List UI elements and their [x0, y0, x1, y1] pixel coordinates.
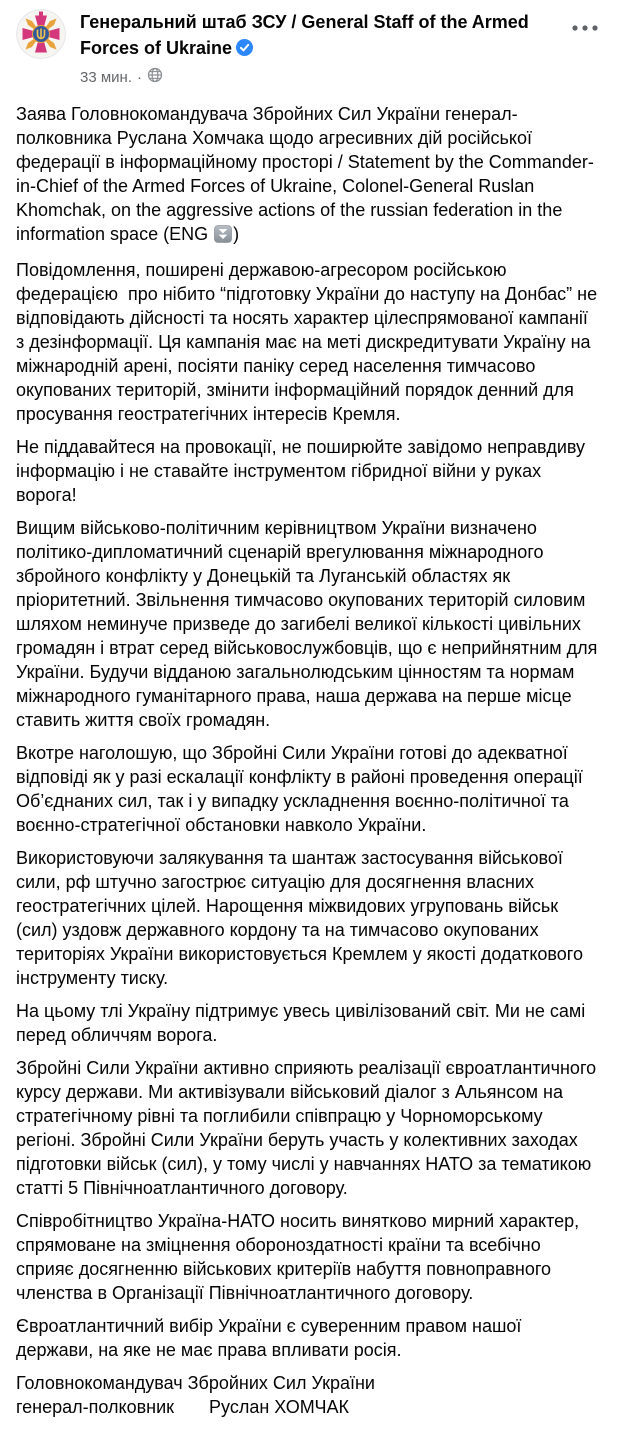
- page-name-label: Генеральний штаб ЗСУ / General Staff of the Armed Forces of Ukraine: [80, 12, 529, 58]
- post-paragraph-1: [16, 102, 601, 249]
- post-paragraph-6: Використовуючи залякування та шантаж застосування військової сили, рф штучно загострює ситуацію для досягнення власних геостратегічних цілей. Нарощення міжвидових угруповань військ (сил) уздовж державного кордону та на тимчасово окупованих територіях України використовується Кремлем у якості додаткового інструменту тиску.: [16, 848, 588, 988]
- globe-audience-icon: [147, 67, 163, 89]
- page-name-link[interactable]: [80, 9, 558, 63]
- post-paragraph-8: Збройні Сили України активно сприяють реалізації євроатлантичного курсу держави. Ми активізували військовий діалог з Альянсом на стратегічному рівні та поглибили співпрацю у Чорноморському регіоні. Збройні Сили України беруть участь у колективних заходах підготовки військ (сил), у тому числі у навчаннях НАТО за тематикою статті 5 Північноатлантичного договору.: [16, 1058, 602, 1198]
- post-paragraph-7: На цьому тлі Україну підтримує увесь цивілізований світ. Ми не самі перед обличчям ворога.: [16, 1001, 591, 1045]
- paragraph-1-text: Заява Головнокомандувача Збройних Сил України генерал-полковника Руслана Хомчака щодо агресивних дій російської федерації в інформаційному просторі / Statement by the Commander-in-Chief of the Armed Forces of Ukraine, Colonel-General Ruslan Khomchak, on the aggressive actions of the russian federation in the information space (ENG: [16, 104, 594, 244]
- post-paragraph-2: Повідомлення, поширені державою-агресором російською федерацією про нібито “підготовку України до наступу на Донбас” не відповідають дійсності та носять характер цілеспрямованої кампанії з дезінформації. Ця кампанія має на меті дискредитувати Україну на міжнародній арені, посіяти паніку серед населення тимчасово окупованих територій, змінити інформаційний порядок денний для просування геостратегічних інтересів Кремля.: [16, 260, 603, 424]
- post-meta: [80, 66, 558, 89]
- page-avatar-general-staff-emblem-icon[interactable]: [16, 9, 66, 59]
- post-paragraph-3: Не піддавайтеся на провокації, не поширюйте завідомо неправдиву інформацію і не ставайте інструментом гібридної війни у руках ворога!: [16, 437, 591, 505]
- timestamp[interactable]: 33 мин.: [80, 68, 132, 86]
- paragraph-1-suffix: ): [233, 224, 240, 244]
- ellipsis-icon: [570, 23, 600, 33]
- meta-separator: ·: [137, 68, 142, 86]
- verified-badge-icon: [236, 37, 253, 63]
- post-header: [0, 0, 617, 89]
- post-paragraph-10: Євроатлантичний вибір України є суверенним правом нашої держави, на яке не має права впливати росія.: [16, 1316, 527, 1360]
- post-paragraph-5: Вкотре наголошую, що Збройні Сили України готові до адекватної відповіді як у разі ескалації конфлікту в районі проведення операції Об’єднаних сил, так і у випадку ускладнення воєнно-політичної та воєнно-стратегічної обстановки навколо України.: [16, 743, 588, 835]
- signature-title: Головнокомандувач Збройних Сил України: [16, 1373, 375, 1393]
- post-paragraph-4: Вищим військово-політичним керівництвом України визначено політико-дипломатичний сценарій врегулювання міжнародного збройного конфлікту у Донецькій та Луганській областях як пріоритетний. Звільнення тимчасово окупованих територій силовим шляхом неминуче призведе до загибелі великої кількості цивільних громадян і втрат серед військовослужбовців, що є неприйнятним для України. Будучи відданою загальнолюдським цінностям та нормам міжнародного гуманітарного права, наша держава на перше місце ставить життя своїх громадян.: [16, 518, 603, 730]
- post-signature: [16, 1371, 601, 1419]
- post-body: [0, 89, 617, 1419]
- signature-rank-name: генерал-полковник Руслан ХОМЧАК: [16, 1397, 349, 1417]
- double-down-arrow-emoji-icon: [214, 225, 232, 249]
- post-paragraph-9: Співробітництво Україна-НАТО носить винятково мирний характер, спрямоване на зміцнення обороноздатності країни та всебічно сприяє досягненню військових критеріїв набуття повноправного членства в Організації Північноатлантичного договору.: [16, 1211, 585, 1303]
- post-options-menu-button[interactable]: [567, 16, 603, 40]
- header-text: [80, 9, 558, 89]
